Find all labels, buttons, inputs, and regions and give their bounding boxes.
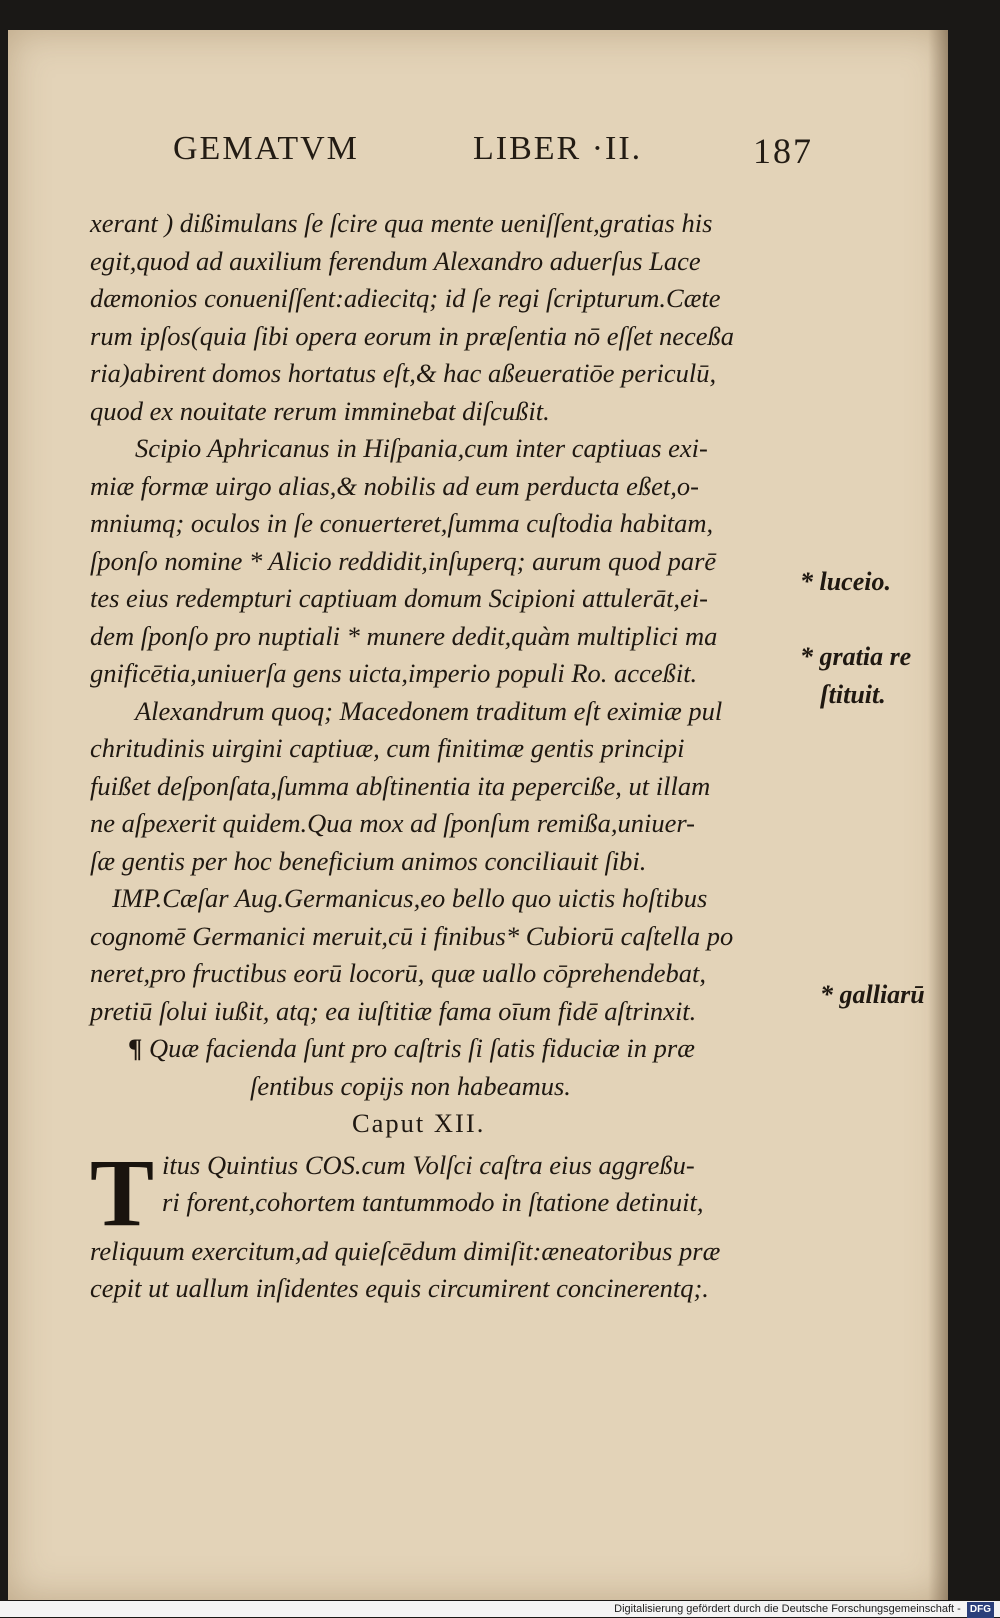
main-text: [90, 205, 810, 1308]
margin-note-3: * galliarū: [820, 980, 925, 1009]
header-middle: LIBER ·II.: [473, 130, 643, 167]
text-line: IMP.Cæſar Aug.Germanicus,eo bello quo uictis hoſtibus: [112, 883, 708, 913]
section-heading: [90, 1030, 810, 1068]
text-line: egit,quod ad auxilium ferendum Alexandro aduerſus Lace: [90, 245, 701, 276]
text-line: chritudinis uirgini captiuæ, cum finitimæ gentis principi: [90, 733, 685, 763]
page-number: 187: [753, 131, 813, 171]
margin-note-2a: * gratia re: [800, 642, 912, 671]
dfg-logo: DFG: [967, 1602, 994, 1618]
text-line: mniumq; oculos in ſe conuerteret,ſumma cuſtodia habitam,: [90, 508, 714, 538]
margin-note-1: * luceio.: [800, 567, 891, 596]
text-line: itus Quintius COS.cum Volſci caſtra eius aggreßu-: [162, 1149, 695, 1180]
text-line: miæ formæ uirgo alias,& nobilis ad eum perducta eßet,o-: [90, 470, 699, 501]
book-page: [8, 30, 948, 1600]
drop-capital: T: [90, 1138, 155, 1246]
text-line: neret,pro fructibus eorū locorū, quæ uallo cōprehendebat,: [90, 958, 707, 988]
chapter-title: Caput XII.: [352, 1108, 486, 1138]
page-edge-shadow: [928, 30, 948, 1600]
text-line: cepit ut uallum inſidentes equis circumirent concinerentq;.: [90, 1273, 709, 1303]
text-line: gnificētia,uniuerſa gens uicta,imperio populi Ro. acceßit.: [90, 658, 698, 688]
text-line: ſponſo nomine * Alicio reddidit,inſuperq; aurum quod parē: [90, 545, 717, 576]
text-line: Alexandrum quoq; Macedonem traditum eſt eximiæ pul: [135, 695, 723, 726]
pilcrow-icon: ¶: [128, 1033, 143, 1063]
text-line: ne aſpexerit quidem.Qua mox ad ſponſum remißa,uniuer-: [90, 808, 695, 838]
section-heading-line-2: ſentibus copijs non habeamus.: [250, 1070, 571, 1101]
text-line: xerant ) dißimulans ſe ſcire qua mente ueniſſent,gratias his: [90, 208, 713, 238]
text-line: rum ipſos(quia ſibi opera eorum in præſentia nō eſſet neceßa: [90, 320, 735, 351]
text-line: dæmonios conueniſſent:adiecitq; id ſe regi ſcripturum.Cæte: [90, 283, 721, 313]
text-line: ſæ gentis per hoc beneficium animos conciliauit ſibi.: [90, 845, 647, 876]
text-line: Scipio Aphricanus in Hiſpania,cum inter captiuas exi-: [135, 433, 708, 463]
footer-bar: [0, 1601, 1000, 1617]
margin-note-2b: ſtituit.: [820, 680, 886, 709]
footer-text: Digitalisierung gefördert durch die Deutsche Forschungsgemeinschaft -: [614, 1603, 961, 1615]
text-line: tes eius redempturi captiuam domum Scipioni attulerāt,ei-: [90, 583, 709, 613]
text-line: pretiū ſolui iußit, atq; ea iuſtitiæ fama oīum fidē aſtrinxit.: [90, 995, 697, 1026]
text-line: quod ex nouitate rerum imminebat diſcußit.: [90, 395, 550, 426]
text-line: ri forent,cohortem tantummodo in ſtatione detinuit,: [162, 1187, 704, 1217]
header-left: GEMATVM: [173, 130, 359, 167]
text-line: cognomē Germanici meruit,cū i finibus* Cubiorū caſtella po: [90, 920, 734, 951]
text-line: dem ſponſo pro nuptiali * munere dedit,quàm multiplici ma: [90, 620, 718, 651]
text-line: reliquum exercitum,ad quieſcēdum dimiſit:æneatoribus præ: [90, 1235, 721, 1266]
section-heading-line-1: Quæ facienda ſunt pro caſtris ſi ſatis fiduciæ in præ: [148, 1033, 695, 1063]
text-line: fuißet deſponſata,ſumma abſtinentia ita pepercißе, ut illam: [90, 770, 711, 801]
text-line: ria)abirent domos hortatus eſt,& hac aßeueratiōe periculū,: [90, 358, 717, 388]
running-header: [173, 130, 853, 180]
chapter-paragraph: [90, 1138, 810, 1308]
